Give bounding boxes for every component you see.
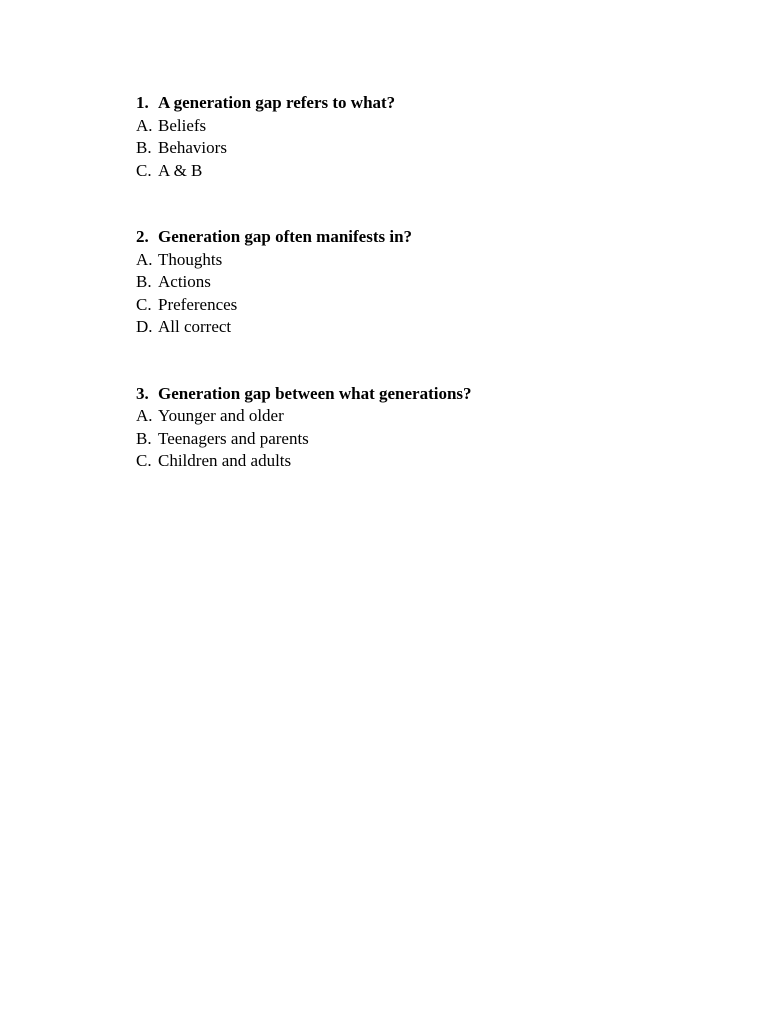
option-item <box>136 450 696 473</box>
option-text: A & B <box>158 160 203 180</box>
option-text: Preferences <box>158 294 238 314</box>
option-text: All correct <box>158 317 232 336</box>
option-letter: B. <box>136 138 152 157</box>
question-number: 3. <box>136 383 149 403</box>
option-letter: C. <box>136 294 152 314</box>
option-letter: C. <box>136 160 152 180</box>
option-letter: A. <box>136 115 153 135</box>
option-letter: A. <box>136 406 153 425</box>
option-item <box>136 137 696 160</box>
question-number: 1. <box>136 93 149 112</box>
option-letter: A. <box>136 249 153 269</box>
option-text: Beliefs <box>158 115 207 135</box>
option-letter: B. <box>136 428 152 448</box>
question-1 <box>136 92 696 182</box>
option-letter: C. <box>136 451 152 470</box>
option-item <box>136 249 696 272</box>
option-letter: B. <box>136 272 152 291</box>
option-letter: D. <box>136 317 153 336</box>
question-text: A generation gap refers to what? <box>158 93 396 112</box>
question-3 <box>136 383 696 473</box>
option-item <box>136 405 696 428</box>
option-text: Behaviors <box>158 138 227 157</box>
question-number: 2. <box>136 227 149 246</box>
option-item <box>136 115 696 138</box>
question-2 <box>136 226 696 339</box>
option-item <box>136 316 696 339</box>
option-text: Younger and older <box>158 406 284 425</box>
question-1-heading <box>136 92 696 115</box>
option-text: Actions <box>158 272 211 291</box>
option-item <box>136 428 696 451</box>
option-item <box>136 160 696 183</box>
question-text: Generation gap between what generations? <box>158 383 472 403</box>
option-text: Thoughts <box>158 249 223 269</box>
question-3-heading <box>136 383 696 406</box>
option-text: Teenagers and parents <box>158 428 309 448</box>
question-2-heading <box>136 226 696 249</box>
document-page <box>136 92 696 517</box>
question-text: Generation gap often manifests in? <box>158 227 413 246</box>
option-text: Children and adults <box>158 451 292 470</box>
option-item <box>136 271 696 294</box>
option-item <box>136 294 696 317</box>
